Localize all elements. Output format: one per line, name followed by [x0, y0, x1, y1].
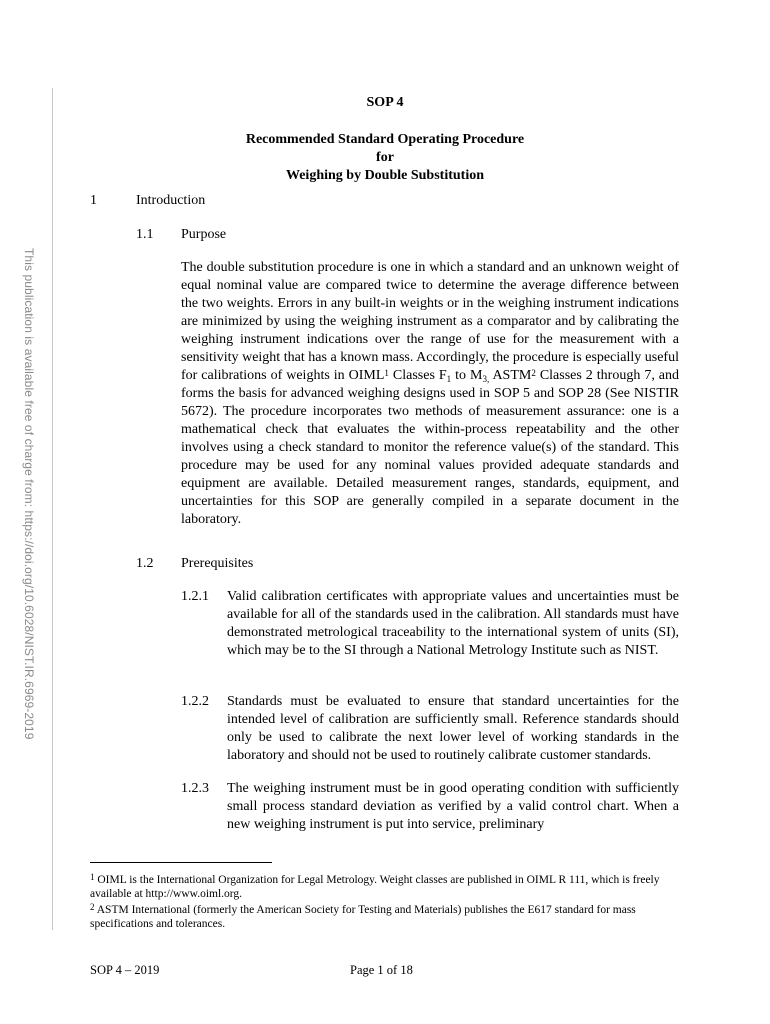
item-1-2-3-text: The weighing instrument must be in good operating condition with sufficiently small process standard deviation as verified by a valid control chart. When a new weighing instrument is put into service, preliminary	[227, 781, 679, 832]
item-1-2-2-text: Standards must be evaluated to ensure that standard uncertainties for the intended level of calibration are sufficiently small. Reference standards should only be used to calibrate the next lower level of working standards in the laboratory and should not be used to routinely calibrate customer standards.	[227, 694, 679, 763]
margin-rule	[52, 88, 53, 930]
item-1-2-2-number: 1.2.2	[181, 694, 209, 709]
footnote-1: $^1$ OIML is the International Organization for Legal Metrology. Weight classes are published in OIML R 111, which is freely available at http://www.oiml.org.	[90, 872, 660, 900]
title-line-1: Recommended Standard Operating Procedure	[245, 132, 525, 147]
item-1-2-3-number: 1.2.3	[181, 781, 209, 796]
section-1-2-number: 1.2	[136, 556, 154, 571]
footnote-ref-2: 2	[531, 368, 536, 378]
purpose-paragraph: The double substitution procedure is one in which a standard and an unknown weight of equal nominal value are compared twice to determine the average difference between the two weights. Errors in any built-in weights or in the weighing instrument indications are minimized by using the weighing instrument as a comparator and by calibrating the weighing instrument indications over the range of use for the measurement with a sensitivity weight that has a known mass. Accordingly, the procedure is especially useful for calibrations of weights in OIML$^1$ Classes $F_1$ to $M_{3,}$ ASTM$^2$ Classes 2 through 7, and forms the basis for advanced weighing designs used in SOP 5 and SOP 28 (See NISTIR 5672). The procedure incorporates two methods of measurement assurance: one is a mathematical check that evaluates the within-process repeatability and the other involves using a check standard to monitor the reference value(s) of the standard. This procedure may be used for any nominal values provided adequate standards and equipment are available. Detailed measurement ranges, standards, equipment, and uncertainties for this SOP are generally compiled in a separate document in the laboratory.	[181, 260, 680, 527]
section-1-2-title: Prerequisites	[181, 556, 254, 571]
footnote-ref-1: 1	[384, 368, 389, 378]
title-line-3: Weighing by Double Substitution	[285, 168, 484, 183]
footnote-separator	[90, 862, 272, 863]
item-1-2-1-text: Valid calibration certificates with appropriate values and uncertainties must be available for all of the standards used in the calibration. All standards must have demonstrated metrological traceability to the international system of units (SI), which may be to the SI through a National Metrology Institute such as NIST.	[227, 589, 679, 658]
sop-label: SOP 4	[366, 95, 404, 110]
section-1-1-number: 1.1	[136, 227, 154, 242]
section-1-title: Introduction	[136, 193, 206, 208]
item-1-2-1-number: 1.2.1	[181, 589, 209, 604]
title-line-2: for	[376, 150, 394, 165]
footer-doc-id: SOP 4 – 2019	[90, 963, 160, 977]
section-1-number: 1	[90, 193, 97, 208]
doi-side-note: This publication is available free of charge from: https://doi.org/10.6028/NIST.IR.6969-2019	[22, 248, 36, 740]
footnote-2: $^2$ ASTM International (formerly the American Society for Testing and Materials) publishes the E617 standard for mass specifications and tolerances.	[90, 902, 636, 930]
footer-page-number: Page 1 of 18	[350, 963, 413, 977]
section-1-1-title: Purpose	[181, 227, 227, 242]
